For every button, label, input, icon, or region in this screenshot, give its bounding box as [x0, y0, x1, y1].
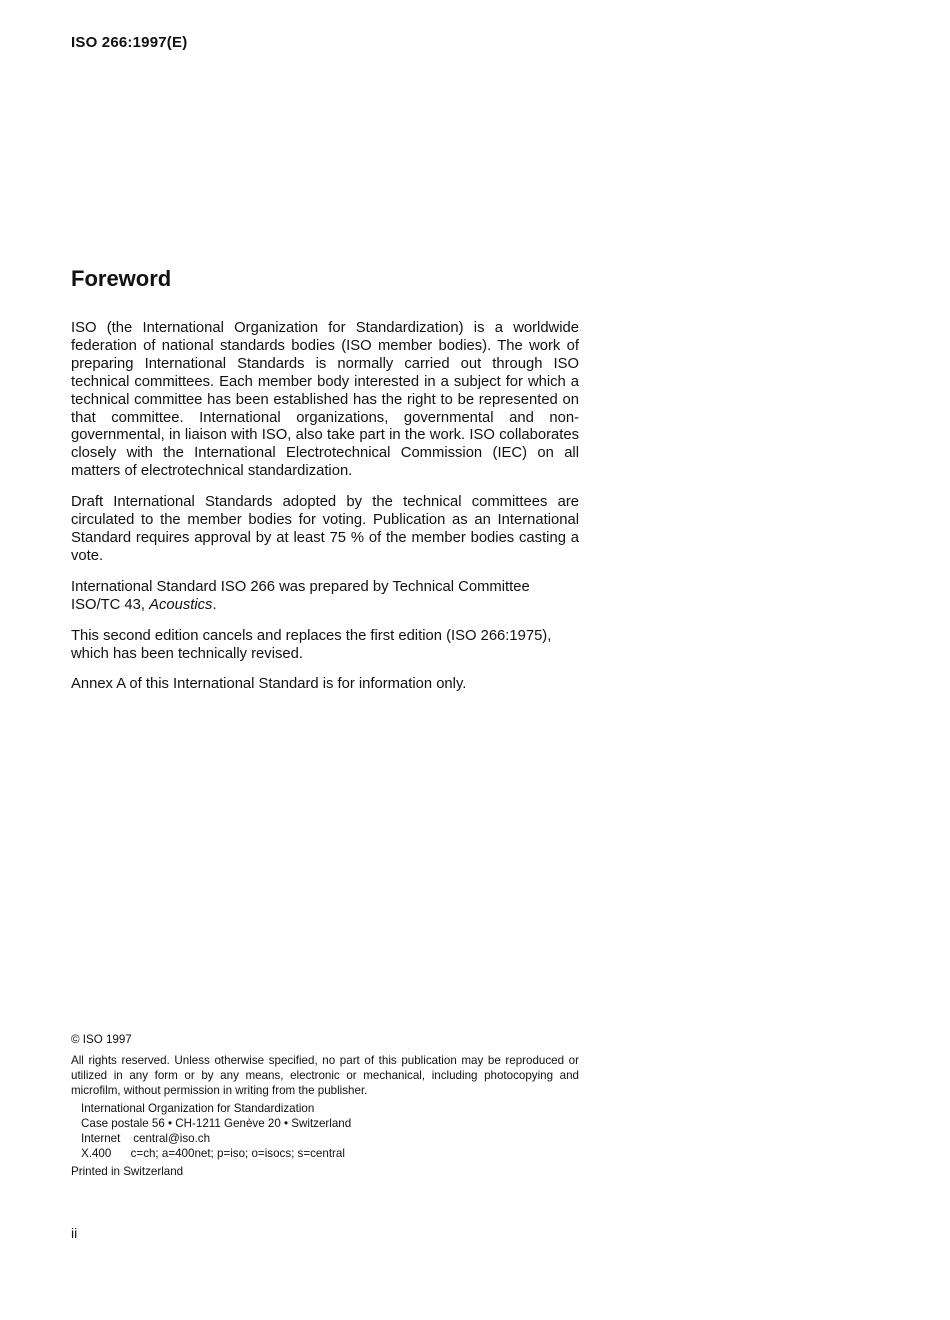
paragraph-draft-standards: Draft International Standards adopted by the technical committees are circulated to the member bodies for voting. Publication as an International Standard requires approval by at least 75 % of the member bodies casting a vote.	[71, 494, 579, 564]
section-title: Foreword	[71, 266, 172, 291]
paragraph-prepared-by	[71, 579, 579, 615]
prepared-by-end: .	[212, 596, 217, 613]
publisher-name: International Organization for Standardization	[81, 1102, 315, 1115]
publisher-address	[81, 1101, 591, 1161]
internet-address: Internet central@iso.ch	[81, 1132, 211, 1145]
paragraph-iso-intro: ISO (the International Organization for Standardization) is a worldwide federation of national standards bodies (ISO member bodies). The work of preparing International Standards is normally carried out through ISO technical committees. Each member body interested in a subject for which a technical committee has been established has the right to be represented on that committee. International organizations, governmental and nongovernmental, in liaison with ISO, also take part in the work. ISO collaborates closely with the International Electrotechnical Commission (IEC) on all matters of electrotechnical standardization.	[71, 320, 579, 480]
rights-statement: All rights reserved. Unless otherwise specified, no part of this publication may be reproduced or utilized in any form or by any means, electronic or mechanical, including photocopying and microfilm, without permission in writing from the publisher.	[71, 1054, 579, 1097]
document-identifier: ISO 266:1997(E)	[71, 34, 188, 51]
committee-title: Acoustics	[149, 596, 213, 613]
paragraph-annex-note: Annex A of this International Standard is for information only.	[71, 676, 467, 693]
postal-address: Case postale 56 • CH-1211 Genève 20 • Switzerland	[81, 1117, 352, 1130]
foreword-body	[71, 320, 579, 707]
printed-location: Printed in Switzerland	[71, 1165, 184, 1178]
x400-address: X.400 c=ch; a=400net; p=iso; o=isocs; s=central	[81, 1147, 345, 1160]
copyright-notice: © ISO 1997	[71, 1033, 132, 1046]
paragraph-edition-note: This second edition cancels and replaces the first edition (ISO 266:1975), which has been technically revised.	[71, 627, 552, 662]
copyright-block	[71, 1032, 591, 1179]
page-number: ii	[71, 1225, 78, 1241]
prepared-by-text: International Standard ISO 266 was prepared by Technical Committee ISO/TC 43,	[71, 578, 530, 613]
